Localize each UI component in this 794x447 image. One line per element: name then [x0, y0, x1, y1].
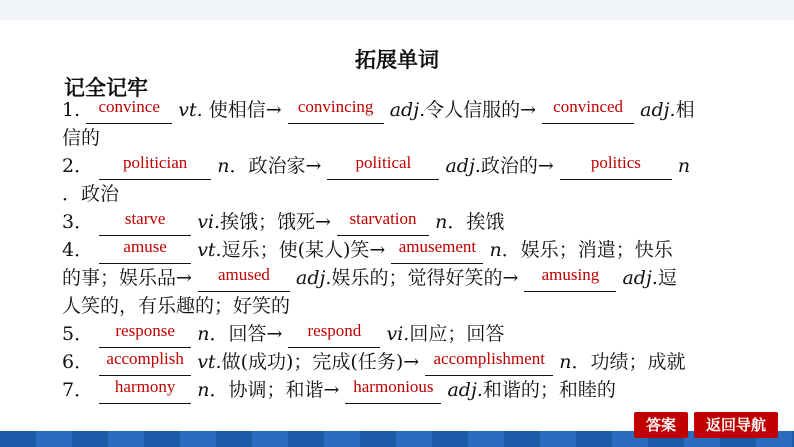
answer-blank: politician: [99, 157, 211, 180]
part-of-speech: adj.: [447, 379, 483, 401]
definition-text: 做(成功)；完成(任务)→: [221, 351, 420, 373]
part-of-speech: n: [559, 351, 572, 373]
item-line-2: [62, 152, 690, 180]
part-of-speech: vi.: [197, 211, 221, 233]
item-line-4: [62, 236, 673, 264]
definition-text: 的事；娱乐品→: [62, 267, 192, 289]
answer-blank: accomplishment: [425, 353, 553, 376]
item-line-4-cont: [62, 264, 677, 292]
item-line-2-cont: [62, 180, 119, 208]
part-of-speech: adj.: [445, 155, 481, 177]
item-number: 2．: [62, 155, 94, 177]
definition-text: ．挨饿: [447, 211, 505, 233]
answer-blank: political: [327, 157, 439, 180]
definition-text: 政治的→: [480, 155, 554, 177]
definition-text: 逗乐；使(某人)笑→: [221, 239, 386, 261]
part-of-speech: n: [217, 155, 230, 177]
definition-text: 令人信服的→: [425, 99, 537, 121]
definition-text: ．政治家→: [229, 155, 322, 177]
part-of-speech: adj.: [389, 99, 426, 121]
answer-blank: starvation: [337, 213, 429, 236]
answer-blank: convince: [86, 101, 172, 124]
definition-text: ．回答→: [209, 323, 283, 345]
item-number: 7．: [62, 379, 94, 401]
part-of-speech: vt.: [178, 99, 203, 121]
definition-text: ．政治: [62, 183, 120, 205]
item-line-6: [62, 348, 686, 376]
definition-text: 逗: [657, 267, 677, 289]
answer-blank: harmonious: [345, 381, 441, 404]
item-number: 3．: [62, 211, 94, 233]
definition-text: 娱乐的；觉得好笑的→: [331, 267, 519, 289]
answer-blank: amusing: [524, 269, 616, 292]
page-title: 拓展单词: [355, 48, 439, 72]
definition-text: 和谐的；和睦的: [482, 379, 616, 401]
answer-blank: politics: [560, 157, 672, 180]
item-number: 5．: [62, 323, 94, 345]
answer-blank: convinced: [542, 101, 634, 124]
definition-text: ．协调；和谐→: [209, 379, 340, 401]
definition-text: 挨饿；饿死→: [220, 211, 331, 233]
answer-blank: amuse: [99, 241, 191, 264]
part-of-speech: n: [197, 323, 210, 345]
part-of-speech: n: [677, 155, 691, 177]
back-to-navigation-button[interactable]: 返回导航: [694, 412, 778, 438]
item-line-5: [62, 320, 504, 348]
answer-blank: starve: [99, 213, 191, 236]
part-of-speech: adj.: [640, 99, 676, 121]
answer-blank: respond: [288, 325, 380, 348]
item-line-7: [62, 376, 616, 404]
answer-blank: response: [99, 325, 191, 348]
definition-text: ．娱乐；消遣；快乐: [501, 239, 673, 261]
item-number: 4．: [62, 239, 94, 261]
definition-text: 信的: [62, 127, 101, 149]
item-line-1-cont: [62, 124, 100, 152]
answer-blank: convincing: [288, 101, 384, 124]
section-heading: 记全记牢: [64, 76, 148, 100]
top-strip: [0, 0, 794, 20]
item-line-3: [62, 208, 504, 236]
part-of-speech: adj.: [622, 267, 658, 289]
item-line-4-cont2: [62, 292, 290, 320]
part-of-speech: vi.: [386, 323, 410, 345]
part-of-speech: n: [197, 379, 210, 401]
definition-text: ．功绩；成就: [571, 351, 686, 373]
definition-text: 人笑的，有乐趣的；好笑的: [62, 295, 291, 317]
answer-blank: amused: [198, 269, 290, 292]
part-of-speech: vt.: [197, 239, 222, 261]
part-of-speech: n: [489, 239, 502, 261]
item-number: 1.: [62, 99, 81, 121]
item-number: 6．: [62, 351, 94, 373]
answer-blank: accomplish: [99, 353, 191, 376]
item-line-1: [62, 96, 695, 124]
part-of-speech: vt.: [197, 351, 222, 373]
part-of-speech: n: [435, 211, 448, 233]
definition-text: 相: [675, 99, 695, 121]
part-of-speech: adj.: [296, 267, 332, 289]
definition-text: 回应；回答: [409, 323, 505, 345]
answer-blank: amusement: [391, 241, 483, 264]
answer-button[interactable]: 答案: [634, 412, 688, 438]
answer-blank: harmony: [99, 381, 191, 404]
definition-text: 使相信→: [202, 99, 282, 121]
